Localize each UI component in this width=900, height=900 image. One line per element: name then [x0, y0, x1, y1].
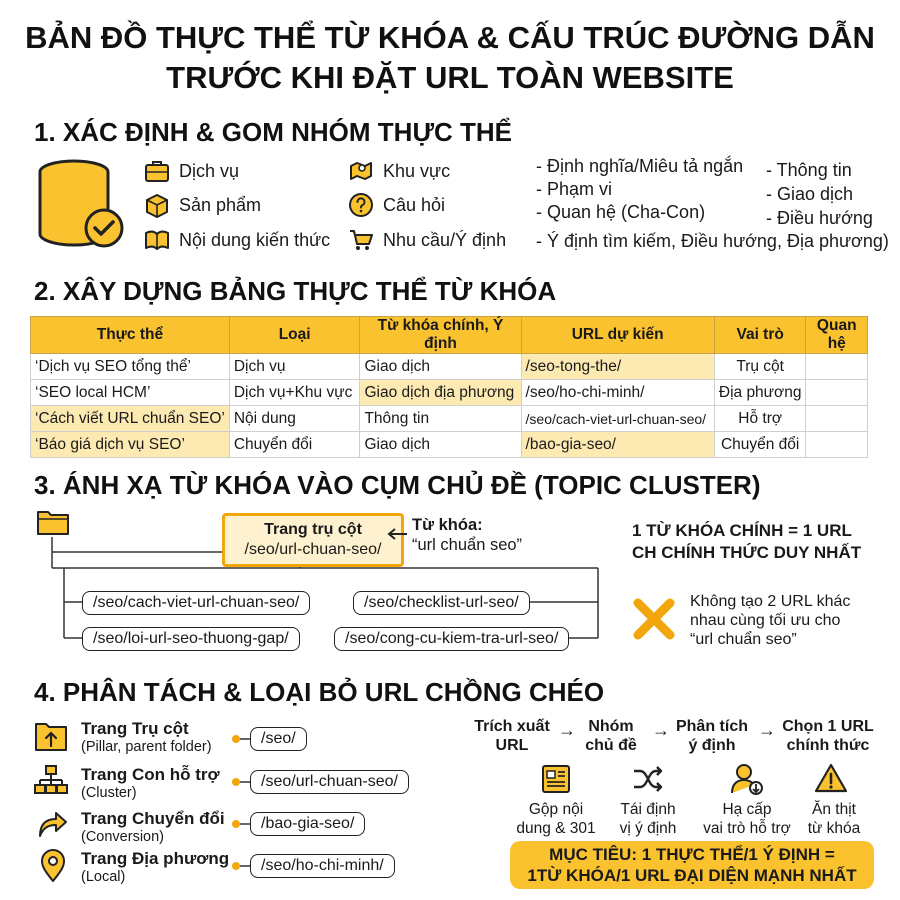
table-cell: /seo-tong-the/ [521, 354, 714, 380]
pillar-page-url: /seo/url-chuan-seo/ [244, 541, 382, 558]
step-line: Nhóm [588, 718, 634, 735]
pillar-page-label: Trang trụ cột [264, 521, 362, 538]
caption-line: dung & 301 [516, 820, 596, 837]
attribute-item: - Định nghĩa/Miêu tả ngắn [536, 156, 744, 176]
entity-type-label: Nhu cầu/Ý định [383, 229, 507, 250]
caption-line: Ăn thịt [812, 801, 856, 818]
page-type-sub: (Cluster) [81, 785, 137, 801]
cluster-url-box: /seo/checklist-url-seo/ [353, 591, 530, 615]
table-cell: Dịch vụ+Khu vực [229, 380, 360, 406]
warning-line: “url chuẩn seo” [690, 631, 797, 648]
intent-type-item: - Giao dịch [766, 184, 854, 204]
step-line: Trích xuất [474, 718, 550, 735]
column-header: Vai trò [714, 317, 806, 354]
caption-line: Hạ cấp [722, 801, 772, 818]
table-cell: Chuyển đổi [714, 432, 806, 458]
action-caption [506, 800, 606, 838]
caption-line: từ khóa [807, 820, 861, 837]
page-type-url: /seo/url-chuan-seo/ [250, 770, 409, 794]
table-cell: ‘Dịch vụ SEO tổng thể’ [31, 354, 230, 380]
rule-line: 1 TỪ KHÓA CHÍNH = 1 URL [632, 521, 852, 540]
intent-summary: - Ý định tìm kiếm, Điều hướng, Địa phương) [536, 231, 889, 251]
step-line: chủ đề [585, 737, 637, 754]
table-cell: Nội dung [229, 406, 360, 432]
warning-line: Không tạo 2 URL khác [690, 593, 851, 610]
document-icon [540, 763, 572, 795]
table-cell: ‘Báo giá dịch vụ SEO’ [31, 432, 230, 458]
action-caption [688, 800, 806, 838]
page-title-line2: TRƯỚC KHI ĐẶT URL TOÀN WEBSITE [166, 60, 734, 95]
section2-heading: 2. XÂY DỰNG BẢNG THỰC THỂ TỪ KHÓA [34, 276, 557, 306]
shuffle-icon [632, 764, 664, 794]
section3-heading: 3. ÁNH XẠ TỪ KHÓA VÀO CỤM CHỦ ĐỀ (TOPIC CLUSTER) [34, 470, 761, 500]
warning-line: nhau cùng tối ưu cho [690, 612, 841, 629]
page-type-sub: (Local) [81, 869, 126, 885]
process-step [670, 717, 754, 755]
table-cell: Thông tin [360, 406, 521, 432]
caption-line: vị ý định [619, 820, 677, 837]
table-cell: Giao dịch [360, 432, 521, 458]
attribute-item: - Phạm vi [536, 179, 613, 199]
goal-line: MỤC TIÊU: 1 THỰC THỂ/1 Ý ĐỊNH = [549, 845, 835, 864]
page-type-url: /seo/ho-chi-minh/ [250, 854, 395, 878]
attribute-item: - Quan hệ (Cha-Con) [536, 202, 706, 222]
page-type-url: /seo/ [250, 727, 307, 751]
page-type-sub: (Conversion) [81, 829, 164, 845]
cluster-url-box: /seo/cach-viet-url-chuan-seo/ [82, 591, 310, 615]
step-line: Phân tích [675, 718, 748, 735]
entity-type-label: Nội dung kiến thức [179, 229, 331, 250]
arrow-right-icon: → [558, 720, 576, 740]
table-cell: Trụ cột [714, 354, 806, 380]
intent-type-item: - Thông tin [766, 160, 852, 180]
keyword-label: Từ khóa: [412, 516, 483, 534]
caption-line: Tái định [620, 801, 676, 818]
column-header: Từ khóa chính, Ý định [360, 317, 521, 354]
table-cell: /seo/cach-viet-url-chuan-seo/ [521, 406, 714, 432]
process-step [462, 717, 562, 755]
table-cell: Dịch vụ [229, 354, 360, 380]
page-type-sub: (Pillar, parent folder) [81, 739, 212, 755]
keyword-value: “url chuẩn seo” [412, 536, 523, 554]
caption-line: vai trò hỗ trợ [703, 820, 791, 837]
goal-line: 1TỪ KHÓA/1 URL ĐẠI DIỆN MẠNH NHẤT [527, 866, 857, 885]
goal-banner [510, 841, 874, 889]
table-cell: /seo/ho-chi-minh/ [521, 380, 714, 406]
step-line: ý định [688, 737, 736, 754]
cluster-url-box: /seo/loi-url-seo-thuong-gap/ [82, 627, 300, 651]
action-caption [794, 800, 874, 838]
process-step [574, 717, 648, 755]
page-type-title: Trang Địa phương [81, 849, 230, 868]
table-cell: Giao dịch địa phương [360, 380, 521, 406]
arrow-right-icon: → [652, 720, 670, 740]
step-line: chính thức [786, 737, 870, 754]
rule-line: CH CHÍNH THỨC DUY NHẤT [632, 543, 862, 562]
caption-line: Gộp nội [528, 801, 584, 818]
page-type-title: Trang Trụ cột [81, 719, 189, 738]
entity-type-label: Khu vực [383, 160, 451, 181]
action-caption [602, 800, 694, 838]
user-down-icon [730, 762, 764, 796]
arrow-right-icon: → [758, 720, 776, 740]
warning-icon [814, 762, 848, 794]
process-step [776, 717, 880, 755]
step-line: Chọn 1 URL [782, 718, 874, 735]
entity-type-label: Sản phẩm [179, 194, 262, 215]
cluster-url-box: /seo/cong-cu-kiem-tra-url-seo/ [334, 627, 569, 651]
section4-heading: 4. PHÂN TÁCH & LOẠI BỎ URL CHỒNG CHÉO [34, 677, 605, 707]
entity-type-label: Câu hỏi [383, 194, 446, 215]
page-title-line1: BẢN ĐỒ THỰC THỂ TỪ KHÓA & CẤU TRÚC ĐƯỜNG DẪN [25, 20, 875, 55]
column-header: URL dự kiến [521, 317, 714, 354]
table-cell: Hỗ trợ [714, 406, 806, 432]
page-type-title: Trang Chuyển đổi [81, 809, 225, 828]
table-cell: Giao dịch [360, 354, 521, 380]
section1-heading: 1. XÁC ĐỊNH & GOM NHÓM THỰC THỂ [34, 117, 513, 147]
column-header: Thực thể [31, 317, 230, 354]
column-header: Loại [229, 317, 360, 354]
page-type-title: Trang Con hỗ trợ [81, 765, 220, 784]
table-cell: ‘Cách viết URL chuẩn SEO’ [31, 406, 230, 432]
table-cell: /bao-gia-seo/ [521, 432, 714, 458]
intent-type-item: - Điều hướng [766, 208, 873, 228]
table-cell: Địa phương [714, 380, 806, 406]
column-header: Quan hệ [806, 317, 868, 354]
step-line: URL [495, 737, 529, 754]
table-cell: ‘SEO local HCM’ [31, 380, 230, 406]
entity-type-label: Dịch vụ [179, 160, 240, 181]
page-type-url: /bao-gia-seo/ [250, 812, 365, 836]
table-cell: Chuyển đổi [229, 432, 360, 458]
